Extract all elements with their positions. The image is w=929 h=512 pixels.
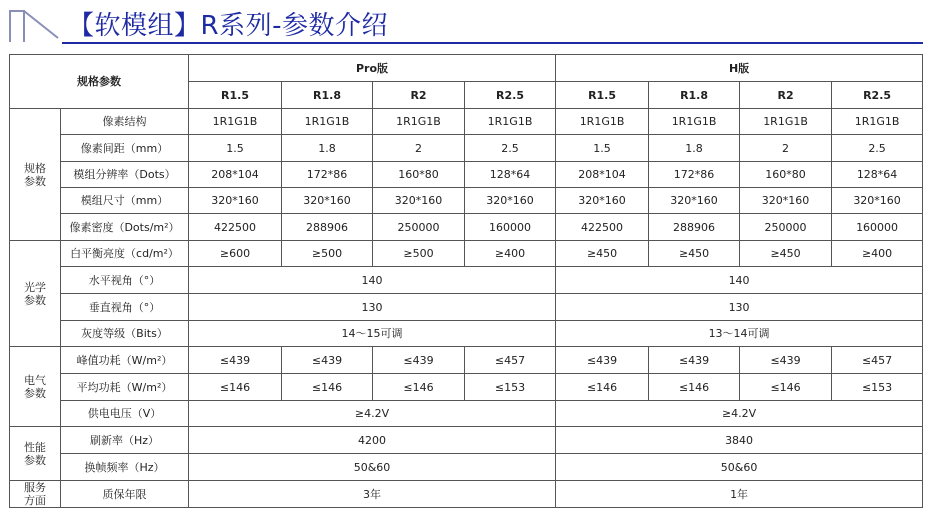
cell: ≤439 bbox=[373, 347, 465, 374]
cell-h: 1年 bbox=[556, 481, 923, 508]
cell: 160000 bbox=[832, 214, 923, 241]
cell: ≥450 bbox=[556, 241, 649, 267]
cell: 320*160 bbox=[373, 188, 465, 214]
cell-h: 50&60 bbox=[556, 454, 923, 481]
cell-h: 13～14可调 bbox=[556, 321, 923, 347]
row-label: 换帧频率（Hz） bbox=[61, 454, 189, 481]
cell: 2 bbox=[740, 135, 832, 162]
header-spec-label: 规格参数 bbox=[10, 55, 189, 109]
row-label: 像素结构 bbox=[61, 109, 189, 135]
cell-h: 140 bbox=[556, 267, 923, 294]
table-row bbox=[10, 401, 923, 427]
table-row bbox=[10, 481, 923, 508]
cell: ≥500 bbox=[373, 241, 465, 267]
cell: ≤439 bbox=[189, 347, 282, 374]
group-text: 规格 参数 bbox=[24, 161, 46, 188]
cell: 172*86 bbox=[282, 162, 373, 188]
cell: ≥500 bbox=[282, 241, 373, 267]
cell: 250000 bbox=[373, 214, 465, 241]
cell: ≤457 bbox=[465, 347, 556, 374]
group-label-performance bbox=[10, 427, 61, 481]
table-row bbox=[10, 109, 923, 135]
cell: 422500 bbox=[556, 214, 649, 241]
table-row bbox=[10, 267, 923, 294]
group-label-optical bbox=[10, 241, 61, 347]
cell: 288906 bbox=[282, 214, 373, 241]
group-label-spec bbox=[10, 109, 61, 241]
cell: 160*80 bbox=[373, 162, 465, 188]
cell: 1R1G1B bbox=[373, 109, 465, 135]
table-row bbox=[10, 347, 923, 374]
model-header: R1.8 bbox=[282, 82, 373, 109]
cell: ≤146 bbox=[373, 374, 465, 401]
model-header: R2.5 bbox=[832, 82, 923, 109]
table-row bbox=[10, 427, 923, 454]
cell: 1R1G1B bbox=[832, 109, 923, 135]
cell-h: 3840 bbox=[556, 427, 923, 454]
cell: ≥450 bbox=[740, 241, 832, 267]
cell: 1.8 bbox=[649, 135, 740, 162]
model-header: R2 bbox=[740, 82, 832, 109]
table-row bbox=[10, 188, 923, 214]
row-label: 刷新率（Hz） bbox=[61, 427, 189, 454]
row-label: 峰值功耗（W/m²） bbox=[61, 347, 189, 374]
row-label: 模组尺寸（mm） bbox=[61, 188, 189, 214]
row-label: 质保年限 bbox=[61, 481, 189, 508]
cell: ≤439 bbox=[556, 347, 649, 374]
row-label: 白平衡亮度（cd/m²） bbox=[61, 241, 189, 267]
row-label: 像素密度（Dots/m²） bbox=[61, 214, 189, 241]
row-label: 模组分辨率（Dots） bbox=[61, 162, 189, 188]
cell-pro: 50&60 bbox=[189, 454, 556, 481]
cell: ≤457 bbox=[832, 347, 923, 374]
table-row bbox=[10, 294, 923, 321]
model-header: R1.5 bbox=[189, 82, 282, 109]
cell: ≤153 bbox=[832, 374, 923, 401]
model-header: R2 bbox=[373, 82, 465, 109]
cell: 288906 bbox=[649, 214, 740, 241]
cell: 320*160 bbox=[740, 188, 832, 214]
model-header: R2.5 bbox=[465, 82, 556, 109]
cell: 2.5 bbox=[832, 135, 923, 162]
cell: ≤153 bbox=[465, 374, 556, 401]
cell-pro: 4200 bbox=[189, 427, 556, 454]
row-label: 像素间距（mm） bbox=[61, 135, 189, 162]
row-label: 灰度等级（Bits） bbox=[61, 321, 189, 347]
cell: 208*104 bbox=[189, 162, 282, 188]
cell: 1R1G1B bbox=[189, 109, 282, 135]
table-row bbox=[10, 241, 923, 267]
cell-h: 130 bbox=[556, 294, 923, 321]
cell-pro: 130 bbox=[189, 294, 556, 321]
cell: ≤146 bbox=[740, 374, 832, 401]
cell-pro: 3年 bbox=[189, 481, 556, 508]
cell: 2.5 bbox=[465, 135, 556, 162]
cell: 1.5 bbox=[556, 135, 649, 162]
logo-icon bbox=[8, 8, 60, 42]
cell: 1.5 bbox=[189, 135, 282, 162]
cell: 320*160 bbox=[189, 188, 282, 214]
cell: 320*160 bbox=[556, 188, 649, 214]
page-title: 【软模组】R系列-参数介绍 bbox=[68, 11, 388, 41]
cell: 320*160 bbox=[465, 188, 556, 214]
group-text: 性能 参数 bbox=[24, 440, 46, 467]
cell: ≤146 bbox=[556, 374, 649, 401]
cell-h: ≥4.2V bbox=[556, 401, 923, 427]
model-header: R1.5 bbox=[556, 82, 649, 109]
cell: ≤439 bbox=[649, 347, 740, 374]
cell: 160*80 bbox=[740, 162, 832, 188]
cell: ≤146 bbox=[649, 374, 740, 401]
cell: 250000 bbox=[740, 214, 832, 241]
group-label-electrical bbox=[10, 347, 61, 427]
row-label: 垂直视角（°） bbox=[61, 294, 189, 321]
cell: 320*160 bbox=[649, 188, 740, 214]
cell: 208*104 bbox=[556, 162, 649, 188]
cell: 2 bbox=[373, 135, 465, 162]
cell: 320*160 bbox=[282, 188, 373, 214]
cell: 160000 bbox=[465, 214, 556, 241]
cell: ≥450 bbox=[649, 241, 740, 267]
cell: 320*160 bbox=[832, 188, 923, 214]
group-text: 光学 参数 bbox=[24, 280, 46, 307]
row-label: 水平视角（°） bbox=[61, 267, 189, 294]
cell: 128*64 bbox=[832, 162, 923, 188]
table-row bbox=[10, 162, 923, 188]
cell: 1R1G1B bbox=[465, 109, 556, 135]
title-underline bbox=[62, 42, 923, 44]
model-header: R1.8 bbox=[649, 82, 740, 109]
table-row bbox=[10, 214, 923, 241]
cell: ≤439 bbox=[282, 347, 373, 374]
cell: 1.8 bbox=[282, 135, 373, 162]
cell: 1R1G1B bbox=[649, 109, 740, 135]
cell: 128*64 bbox=[465, 162, 556, 188]
cell-pro: ≥4.2V bbox=[189, 401, 556, 427]
table-row bbox=[10, 374, 923, 401]
cell: ≤146 bbox=[189, 374, 282, 401]
table-row bbox=[10, 135, 923, 162]
cell: ≤439 bbox=[740, 347, 832, 374]
table-row bbox=[10, 454, 923, 481]
cell-pro: 140 bbox=[189, 267, 556, 294]
header-pro: Pro版 bbox=[189, 55, 556, 82]
row-label: 供电电压（V） bbox=[61, 401, 189, 427]
cell: 1R1G1B bbox=[740, 109, 832, 135]
cell: ≥600 bbox=[189, 241, 282, 267]
cell: 1R1G1B bbox=[556, 109, 649, 135]
spec-table bbox=[9, 54, 923, 508]
cell-pro: 14～15可调 bbox=[189, 321, 556, 347]
cell: 1R1G1B bbox=[282, 109, 373, 135]
cell: ≥400 bbox=[832, 241, 923, 267]
cell: 172*86 bbox=[649, 162, 740, 188]
cell: 422500 bbox=[189, 214, 282, 241]
row-label: 平均功耗（W/m²） bbox=[61, 374, 189, 401]
group-text: 服务 方面 bbox=[24, 481, 46, 507]
cell: ≥400 bbox=[465, 241, 556, 267]
cell: ≤146 bbox=[282, 374, 373, 401]
group-text: 电气 参数 bbox=[24, 373, 46, 400]
table-row bbox=[10, 321, 923, 347]
group-label-service bbox=[10, 481, 61, 508]
header-h: H版 bbox=[556, 55, 923, 82]
